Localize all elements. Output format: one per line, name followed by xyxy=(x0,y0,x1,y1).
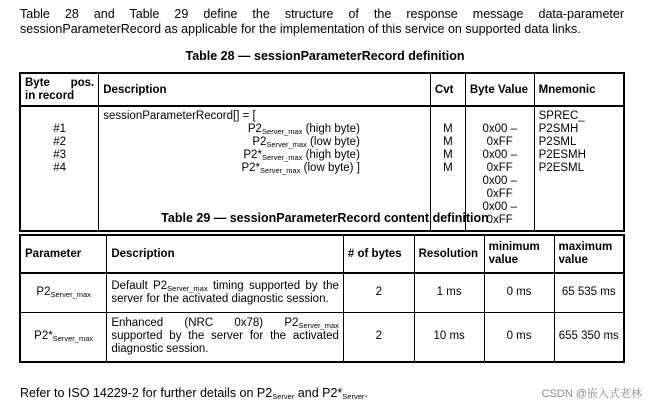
table-28 xyxy=(19,72,625,232)
header-byte-pos-line2: in record xyxy=(25,89,75,102)
cvt-1: M xyxy=(443,123,453,135)
desc-line-4: $P2*_{Server\_max}$ (low byte) ] xyxy=(241,162,360,175)
table-29-caption: Table 29 — sessionParameterRecord content definition xyxy=(161,211,489,225)
table-row xyxy=(20,312,624,362)
table-28-caption: Table 28 — sessionParameterRecord definition xyxy=(185,49,465,63)
byte-value-2: 0x00 – 0xFF xyxy=(482,149,517,174)
table-28-header-row xyxy=(20,73,624,106)
max-cell: 655 350 ms xyxy=(554,312,624,362)
param-cell: $P2*_{Server\_max}$ xyxy=(20,312,107,362)
max-cell: 65 535 ms xyxy=(554,273,624,312)
header-min-line1: minimum xyxy=(488,241,540,253)
table-29-header-row xyxy=(20,235,624,273)
header-cvt: Cvt xyxy=(430,73,465,106)
bytes-cell: 2 xyxy=(343,273,414,312)
desc-line-1: $P2_{Server\_max}$ (high byte) xyxy=(247,123,360,136)
byte-pos-2: #2 xyxy=(53,136,67,148)
record-mnemonic: SPREC_ xyxy=(538,110,585,122)
cvt-2: M xyxy=(443,136,453,148)
description-cell: Enhanced (NRC 0x78) $P2_{Server\_max}$ supported by the server for the activated diagnostic session. xyxy=(107,312,344,362)
intro-paragraph xyxy=(20,7,624,37)
header-max-line1: maximum xyxy=(558,241,613,253)
byte-pos-1: #1 xyxy=(53,123,67,135)
table-row xyxy=(20,273,624,312)
table-29 xyxy=(19,234,625,363)
intro-line-2: sessionParameterRecord as applicable for the implementation of this service on supported data links. xyxy=(20,22,581,36)
cvt-3: M xyxy=(443,149,453,161)
mnemonic-1: P2SMH xyxy=(538,123,579,135)
byte-pos-4: #4 xyxy=(53,162,67,174)
byte-pos-3: #3 xyxy=(53,149,67,161)
mnemonic-2: P2SML xyxy=(538,136,577,148)
description-cell: Default $P2_{Server\_max}$ timing supported by the server for the activated diagnostic session. xyxy=(107,273,344,312)
record-label: sessionParameterRecord[] = [ xyxy=(103,110,256,122)
header-description: Description xyxy=(99,73,431,106)
header-num-bytes: # of bytes xyxy=(343,235,414,273)
resolution-cell: 10 ms xyxy=(414,312,484,362)
header-mnemonic: Mnemonic xyxy=(534,73,624,106)
header-byte-value: Byte Value xyxy=(465,73,534,106)
mnemonic-3: P2ESMH xyxy=(538,149,586,161)
header-minimum-value xyxy=(484,235,554,273)
byte-value-3: 0x00 – 0xFF xyxy=(482,175,517,200)
desc-line-2: $P2_{Server\_max}$ (low byte) xyxy=(252,136,360,149)
header-byte-pos xyxy=(20,73,99,106)
header-min-line2: value xyxy=(488,254,519,266)
header-byte-pos-line1: Byte pos. xyxy=(25,76,95,89)
bytes-cell: 2 xyxy=(343,312,414,362)
watermark: CSDN @嵌入式老林 xyxy=(541,388,642,400)
resolution-cell: 1 ms xyxy=(414,273,484,312)
header-description: Description xyxy=(107,235,344,273)
byte-value-1: 0x00 – 0xFF xyxy=(482,123,517,148)
desc-line-3: $P2*_{Server\_max}$ (high byte) xyxy=(243,149,360,162)
param-cell: $P2_{Server\_max}$ xyxy=(20,273,107,312)
header-resolution: Resolution xyxy=(414,235,484,273)
cvt-4: M xyxy=(443,162,453,174)
min-cell: 0 ms xyxy=(484,312,554,362)
byte-value-4: 0x00 – 0xFF xyxy=(482,201,517,226)
min-cell: 0 ms xyxy=(484,273,554,312)
mnemonic-4: P2ESML xyxy=(538,162,585,174)
footer-note: Refer to ISO 14229-2 for further details on $P2_{Server}$ and $P2*_{Server}$. xyxy=(20,386,368,401)
intro-line-1: Table 28 and Table 29 define the structure of the response message data-parameter xyxy=(20,7,624,21)
header-maximum-value xyxy=(554,235,624,273)
header-parameter: Parameter xyxy=(20,235,107,273)
header-max-line2: value xyxy=(558,254,588,266)
